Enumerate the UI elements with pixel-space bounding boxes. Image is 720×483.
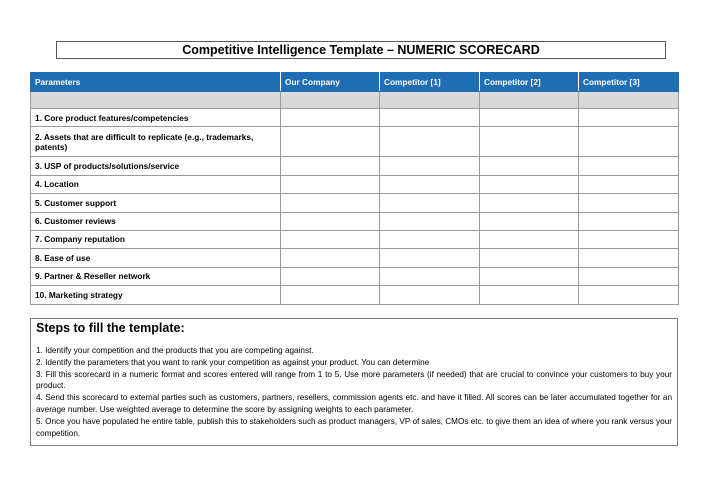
score-cell[interactable] [579,267,679,285]
score-cell[interactable] [579,194,679,212]
score-cell[interactable] [579,109,679,127]
table-row [31,175,679,193]
score-cell[interactable] [380,175,480,193]
parameter-label: 8. Ease of use [31,249,281,267]
table-row [31,194,679,212]
table-row [31,109,679,127]
header-competitor-3: Competitor [3] [579,73,679,92]
score-cell[interactable] [480,286,579,304]
score-cell[interactable] [480,230,579,248]
score-cell[interactable] [281,175,380,193]
score-cell[interactable] [281,127,380,157]
score-cell[interactable] [281,249,380,267]
score-cell[interactable] [480,157,579,175]
header-competitor-1: Competitor [1] [380,73,480,92]
score-cell[interactable] [380,127,480,157]
steps-box [30,318,678,446]
parameter-label: 1. Core product features/competencies [31,109,281,127]
score-cell[interactable] [281,267,380,285]
step-item: 2. Identify the parameters that you want to rank your competition as against your product. You can determine [36,357,430,367]
score-cell[interactable] [480,175,579,193]
header-competitor-2: Competitor [2] [480,73,579,92]
score-cell[interactable] [281,212,380,230]
table-row [31,127,679,157]
score-cell[interactable] [380,267,480,285]
table-cell [380,92,480,109]
step-item: 1. Identify your competition and the products that you are competing against. [36,346,314,355]
score-cell[interactable] [380,286,480,304]
shaded-spacer-row [31,92,679,109]
steps-heading: Steps to fill the template: [36,321,185,335]
score-cell[interactable] [579,230,679,248]
step-item: 5. Once you have populated he entire table, publish this to stakeholders such as product managers, VP of sales, CMOs etc. to give them an idea of where you rank versus your competition. [36,416,672,438]
table-row [31,230,679,248]
document-title: Competitive Intelligence Template – NUMERIC SCORECARD [56,41,666,59]
score-cell[interactable] [579,127,679,157]
score-cell[interactable] [380,249,480,267]
score-cell[interactable] [380,212,480,230]
parameter-label: 6. Customer reviews [31,212,281,230]
score-cell[interactable] [480,127,579,157]
parameter-label: 2. Assets that are difficult to replicate (e.g., trademarks, patents) [31,127,281,157]
score-cell[interactable] [480,249,579,267]
table-row [31,212,679,230]
header-our-company: Our Company [281,73,380,92]
header-parameters: Parameters [31,73,281,92]
score-cell[interactable] [480,212,579,230]
score-cell[interactable] [281,109,380,127]
score-cell[interactable] [480,194,579,212]
parameter-label: 5. Customer support [31,194,281,212]
parameter-label: 7. Company reputation [31,230,281,248]
score-cell[interactable] [380,109,480,127]
table-cell [31,92,281,109]
score-cell[interactable] [281,286,380,304]
score-cell[interactable] [579,249,679,267]
table-row [31,249,679,267]
parameter-label: 9. Partner & Reseller network [31,267,281,285]
table-cell [281,92,380,109]
step-item: 3. Fill this scorecard in a numeric format and scores entered will range from 1 to 5. Use more parameters (if needed) that are crucial to convince your customers to buy your product. [36,369,672,391]
table-cell [480,92,579,109]
parameter-label: 3. USP of products/solutions/service [31,157,281,175]
score-cell[interactable] [281,230,380,248]
parameter-label: 10. Marketing strategy [31,286,281,304]
score-cell[interactable] [480,267,579,285]
table-cell [579,92,679,109]
table-row [31,157,679,175]
score-cell[interactable] [281,194,380,212]
score-cell[interactable] [380,230,480,248]
score-cell[interactable] [480,109,579,127]
step-item: 4. Send this scorecard to external parties such as customers, partners, resellers, commission agents etc. and have it filled. All scores can be later accumulated together for an average number. Use weighted average to determine the score by assigning weights to each parameter. [36,393,672,414]
score-cell[interactable] [281,157,380,175]
score-cell[interactable] [579,175,679,193]
score-cell[interactable] [579,286,679,304]
score-cell[interactable] [380,194,480,212]
parameter-label: 4. Location [31,175,281,193]
score-cell[interactable] [579,157,679,175]
table-header-row [31,73,679,92]
score-cell[interactable] [380,157,480,175]
table-row [31,267,679,285]
scorecard-table [30,72,679,305]
score-cell[interactable] [579,212,679,230]
table-row [31,286,679,304]
